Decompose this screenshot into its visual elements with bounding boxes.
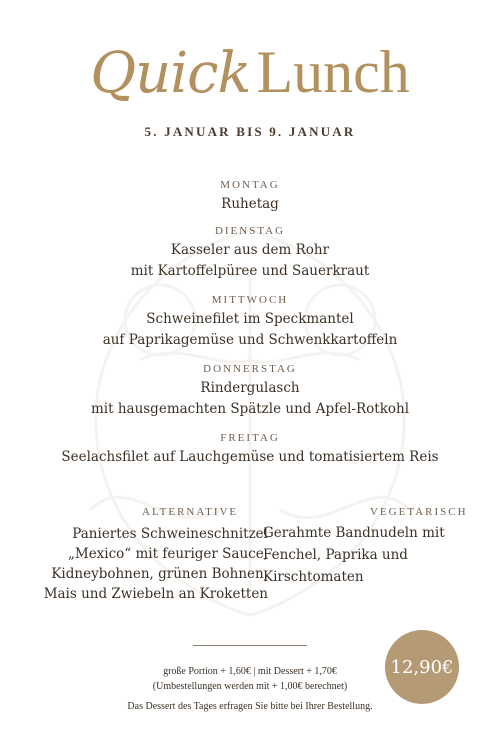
dish-line: „Mexico“ mit feuriger Sauce, [67, 546, 268, 562]
rebooking-note: (Umbestellungen werden mit + 1,00€ berechnet) [152, 681, 348, 692]
day-name: DIENSTAG [214, 225, 286, 237]
date-range: 5. JANUAR BIS 9. JANUAR [144, 124, 356, 139]
dish-line: Mais und Zwiebeln an Kroketten [43, 586, 268, 602]
menu-title [0, 38, 500, 107]
pricing-note: große Portion + 1,60€ | mit Dessert + 1,70€ [163, 666, 337, 677]
alternative-label: ALTERNATIVE [142, 506, 239, 518]
dish-line: Kirschtomaten [263, 569, 364, 585]
dish-line: Kidneybohnen, grünen Bohnen, [51, 566, 268, 582]
dish-line: Kasseler aus dem Rohr [170, 242, 330, 258]
price-value: 12,90€ [390, 656, 454, 678]
dish-line: auf Paprikagemüse und Schwenkkartoffeln [102, 332, 398, 348]
title-lunch: Lunch [256, 39, 410, 105]
vegetarian-dish [263, 522, 463, 588]
day-thursday [0, 363, 500, 420]
dish-line: mit Kartoffelpüree und Sauerkraut [130, 263, 370, 279]
day-friday [0, 432, 500, 468]
dish-line: mit hausgemachten Spätzle und Apfel-Rotkohl [90, 401, 410, 417]
day-name: MONTAG [220, 179, 280, 191]
alternative-dish [30, 524, 268, 604]
dish-line: Rindergulasch [200, 380, 300, 396]
dish-line: Schweinefilet im Speckmantel [146, 311, 354, 327]
day-wednesday [0, 294, 500, 351]
dish-line: Seelachsfilet auf Lauchgemüse und tomatisiertem Reis [61, 449, 439, 465]
dish-line: Gerahmte Bandnudeln mit [263, 525, 445, 541]
day-name: MITTWOCH [211, 294, 289, 306]
day-name: DONNERSTAG [203, 363, 297, 375]
divider-line [193, 645, 307, 646]
title-quick: Quick [90, 41, 251, 106]
dish-line: Fenchel, Paprika und [263, 547, 408, 563]
dessert-note: Das Dessert des Tages erfragen Sie bitte bei Ihrer Bestellung. [127, 701, 373, 712]
dish-line: Paniertes Schweineschnitzel [72, 526, 268, 542]
price-badge [385, 630, 459, 704]
day-monday [0, 179, 500, 215]
day-name: FREITAG [220, 432, 280, 444]
day-tuesday [0, 225, 500, 282]
vegetarian-label: VEGETARISCH [370, 506, 468, 518]
dish-line: Ruhetag [221, 196, 279, 212]
